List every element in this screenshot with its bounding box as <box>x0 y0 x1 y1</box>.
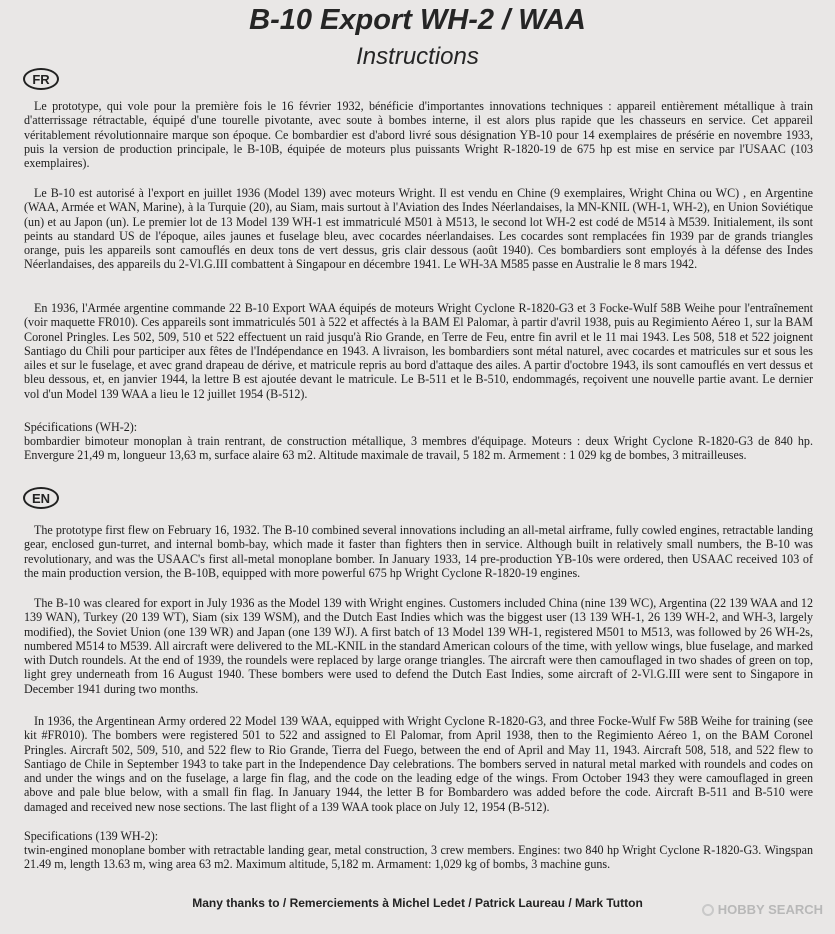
fr-spec-text: bombardier bimoteur monoplan à train rentrant, de construction métallique, 3 membres d'équipage. Moteurs : deux Wright Cyclone R-1820-G3 de 840 hp. Envergure 21,49 m, longueur 13,63 m, surface alaire 63 m2. Altitude maximale de travail, 5 182 m. Armement : 1 029 kg de bombes, 3 mitrailleuses. <box>24 434 813 463</box>
watermark-logo <box>702 902 823 917</box>
en-spec-text: twin-engined monoplane bomber with retractable landing gear, metal construction, 3 crew members. Engines: two 840 hp Wright Cyclone R-1820-G3. Wingspan 21.49 m, length 13.63 m, wing area 63 m2. Maximum altitude, 5,182 m. Armament: 1,029 kg of bombs, 3 machine guns. <box>24 843 813 872</box>
fr-paragraph-2: Le B-10 est autorisé à l'export en juillet 1936 (Model 139) avec moteurs Wright. Il est vendu en Chine (9 exemplaires, Wright China ou WC) , en Argentine (WAA, Armée et WAN, Marine), à la Turquie (20), au Siam, mais surtout à l'Aviation des Indes Néerlandaises, la MN-KNIL (WH-1, WH-2), en Union Soviétique (un) et au Japon (un). Le premier lot de 13 Model 139 WH-1 est immatriculé M501 à M513, le second lot WH-2 est codé de M514 à M539. Initialement, ils sont peints au standard US de l'époque, ailes jaunes et fuselage bleu, avec cocardes néerlandaises. Les cocardes sont remplacées fin 1939 par de grands triangles orange, puis les appareils sont camouflés en deux tons de vert dessus, gris clair dessous (août 1940). Ces bombardiers sont employés à la défense des Indes Néerlandaises, des appareils du 2-Vl.G.III combattent à Singapour en décembre 1941. Le WH-3A M585 passe en Australie le 8 mars 1942. <box>24 186 813 272</box>
watermark-text: HOBBY SEARCH <box>717 902 823 917</box>
fr-spec-heading: Spécifications (WH-2): <box>24 420 138 434</box>
page-title: B-10 Export WH-2 / WAA <box>249 4 586 36</box>
fr-paragraph-1: Le prototype, qui vole pour la première fois le 16 février 1932, bénéficie d'importantes innovations techniques : appareil entièrement métallique à train d'atterrissage rétractable, équipé d'une tourelle pivotante, avec soute à bombes interne, il est alors plus rapide que les chasseurs en service. Cet appareil véritablement révolutionnaire marque son époque. Ce bombardier est d'abord livré sous désignation YB-10 pour 14 exemplaires de présérie en novembre 1933, puis la version de production principale, le B-10B, équipée de moteurs plus puissants Wright R-1820-19 de 675 hp est mise en service par l'USAAC (103 exemplaires). <box>24 99 813 171</box>
hobby-search-logo-icon <box>702 904 714 916</box>
acknowledgements: Many thanks to / Remerciements à Michel Ledet / Patrick Laureau / Mark Tutton <box>192 896 643 910</box>
en-paragraph-2: The B-10 was cleared for export in July 1936 as the Model 139 with Wright engines. Customers included China (nine 139 WC), Argentina (22 139 WAA and 12 139 WAN), Turkey (20 139 WT), Siam (six 139 WSM), and the Dutch East Indies which was the biggest user (13 139 WH-1, 26 139 WH-2, and WH-3, largely modified), the Soviet Union (one 139 WR) and Japan (one 139 WJ). A first batch of 13 Model 139 WH-1, registered M501 to M513, was followed by 26 WH-2s, numbered M514 to M539. All aircraft were delivered to the ML-KNIL in the standard American colours of the time, with yellow wings, blue fuselage, and marked with Dutch roundels. At the end of 1939, the roundels were replaced by large orange triangles. The aircraft were then camouflaged in two shades of green on top, light grey underneath from 16 August 1940. These bombers were used to defend the Dutch East Indies, some aircraft of 2-Vl.G.III were sent to Singapore in December 1941 during two months. <box>24 596 813 696</box>
en-language-badge: EN <box>23 487 59 509</box>
fr-language-badge: FR <box>23 68 59 90</box>
en-spec-heading: Specifications (139 WH-2): <box>24 829 159 843</box>
en-paragraph-3: In 1936, the Argentinean Army ordered 22 Model 139 WAA, equipped with Wright Cyclone R-1820-G3, and three Focke-Wulf Fw 58B Weihe for training (see kit #FR010). The bombers were registered 501 to 522 and assigned to El Palomar, from April 1938, then to the Regimiento Aéreo 1, on the BAM Coronel Pringles. Aircraft 502, 509, 510, and 522 flew to Rio Grande, Tierra del Fuego, between the end of April and May 11, 1943. Aircraft 508, 518, and 522 flew to Santiago de Chile in September 1943 to take part in the Independence Day celebrations. The bombers served in natural metal marked with roundels and codes on and under the wings and on the fuselage, a large fin flag, and the code on the leading edge of the wings. From October 1943 they were camouflaged in green above and pale blue below, with a small fin flag. In January 1944, the letter B for Bombardero was added before the code. Aircraft B-511 and B-510 were damaged and received new nose sections. The last flight of a 139 WAA took place on July 12, 1954 (B-512). <box>24 714 813 814</box>
page-subtitle: Instructions <box>356 43 479 70</box>
fr-paragraph-3: En 1936, l'Armée argentine commande 22 B-10 Export WAA équipés de moteurs Wright Cyclone R-1820-G3 et 3 Focke-Wulf 58B Weihe pour l'entraînement (voir maquette FR010). Ces appareils sont immatriculés 501 à 522 et affectés à la BAM El Palomar, à partir d'avril 1938, puis au Regimiento Aéreo 1, sur la BAM Coronel Pringles. Les 502, 509, 510 et 522 effectuent un raid jusqu'à Rio Grande, en Terre de Feu, entre fin avril et le 11 mai 1943. Les 508, 518 et 522 joignent Santiago du Chili pour participer aux fêtes de l'Indépendance en 1943. A livraison, les bombardiers sont métal naturel, avec cocardes et matricules sur et sous les ailes et sur le fuselage, et avec grand drapeau de dérive, et matricule repris au bord d'attaque des ailes. A partir d'octobre 1943, ils sont camouflés en vert dessus et bleu dessous, et, en janvier 1944, la lettre B est ajoutée devant le matricule. Le B-511 et le B-510, endommagés, reçoivent une nouvelle partie avant. Le dernier vol d'un Model 139 WAA a lieu le 12 juillet 1954 (B-512). <box>24 301 813 401</box>
en-paragraph-1: The prototype first flew on February 16, 1932. The B-10 combined several innovations including an all-metal airframe, fully cowled engines, retractable landing gear, enclosed gun-turret, and internal bomb-bay, which made it faster than fighters then in service. Although built in relatively small numbers, the B-10 was revolutionary, and was the USAAC's first all-metal monoplane bomber. In January 1933, 14 pre-production YB-10s were ordered, then USAAC received 103 of the main production version, the B-10B, equipped with more powerful 675 hp Wright Cyclone R-1820-19 engines. <box>24 523 813 580</box>
